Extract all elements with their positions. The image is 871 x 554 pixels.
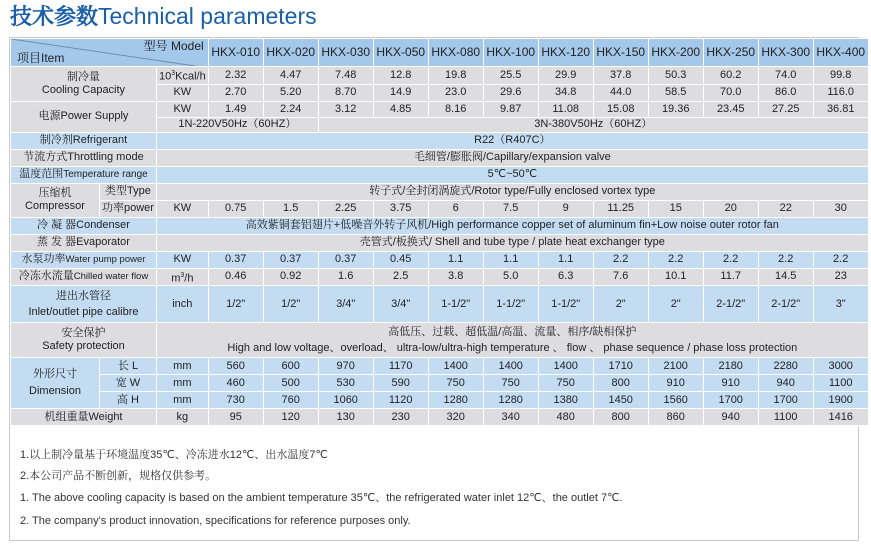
flow-value: 14.5: [758, 268, 813, 286]
model-header: HKX-400: [813, 39, 868, 67]
compressor-power-unit: KW: [156, 200, 208, 217]
cooling-kw: 44.0: [593, 84, 648, 101]
pump-value: 1.1: [428, 251, 483, 268]
dimension-label: [11, 358, 100, 409]
pipe-value: 2-1/2": [703, 286, 758, 323]
length-value: 1710: [593, 358, 648, 375]
compressor-power: 7.5: [483, 200, 538, 217]
power-value: 19.36: [648, 101, 703, 117]
width-unit: mm: [156, 375, 208, 392]
flow-value: 7.6: [593, 268, 648, 286]
height-value: 1700: [758, 392, 813, 409]
model-header: HKX-010: [208, 39, 263, 67]
height-value: 1280: [483, 392, 538, 409]
cooling-kcal: 60.2: [703, 67, 758, 85]
compressor-power-row: [11, 200, 869, 217]
cooling-kcal: 37.8: [593, 67, 648, 85]
weight-value: 340: [483, 409, 538, 426]
title-zh: 技术参数: [10, 4, 99, 29]
cooling-kw: 23.0: [428, 84, 483, 101]
power-value: 3.12: [318, 101, 373, 117]
cooling-unit-kcal: $10^3Kcal/h$: [156, 67, 208, 85]
height-value: 1900: [813, 392, 868, 409]
width-value: 910: [703, 375, 758, 392]
length-value: 1400: [538, 358, 593, 375]
note-2-en: 2. The company's product innovation, specifications for reference purposes only.: [20, 515, 411, 527]
pipe-row: [11, 286, 869, 323]
length-unit: mm: [156, 358, 208, 375]
power-value: 8.16: [428, 101, 483, 117]
pipe-value: 1-1/2": [483, 286, 538, 323]
pump-label: 水泵功率Water pump power: [11, 251, 157, 268]
throttling-label: 节流方式Throttling mode: [11, 149, 157, 166]
width-value: 1100: [813, 375, 868, 392]
width-value: 750: [483, 375, 538, 392]
power-label: 电源Power Supply: [11, 101, 157, 132]
model-header: HKX-300: [758, 39, 813, 67]
flow-value: 11.7: [703, 268, 758, 286]
pipe-value: 2": [648, 286, 703, 323]
power-value: 23.45: [703, 101, 758, 117]
flow-value: 2.5: [373, 268, 428, 286]
power-value: 2.24: [263, 101, 318, 117]
weight-value: 130: [318, 409, 373, 426]
pipe-value: 1/2": [208, 286, 263, 323]
cooling-kcal: 74.0: [758, 67, 813, 85]
model-header: HKX-100: [483, 39, 538, 67]
cooling-label-zh: 制冷量: [66, 70, 100, 83]
height-value: 1120: [373, 392, 428, 409]
power-value: 4.85: [373, 101, 428, 117]
compressor-type-row: [11, 183, 869, 200]
dim-length-row: [11, 358, 869, 375]
weight-value: 1416: [813, 409, 868, 426]
pump-value: 2.2: [758, 251, 813, 268]
pump-row: [11, 251, 869, 268]
weight-value: 480: [538, 409, 593, 426]
pipe-label-zh: 进出水管径: [55, 289, 111, 302]
height-value: 730: [208, 392, 263, 409]
pipe-value: 2-1/2": [758, 286, 813, 323]
cooling-kw: 14.9: [373, 84, 428, 101]
flow-value: 10.1: [648, 268, 703, 286]
flow-value: 5.0: [483, 268, 538, 286]
pump-unit: KW: [156, 251, 208, 268]
throttling-value: 毛细管/膨胀阀/Capillary/expansion valve: [156, 149, 868, 166]
header-corner: [11, 39, 209, 67]
note-1-zh: 1.以上制冷量基于环境温度35℃、冷冻进水12℃、出水温度7℃: [20, 449, 328, 461]
width-value: 460: [208, 375, 263, 392]
safety-value-en: High and low voltage、overload、 ultra-low/ultra-high temperature 、 flow 、 phase sequence / phase loss protection: [227, 341, 798, 354]
item-label: 项目Item: [17, 51, 65, 65]
power-value: 36.81: [813, 101, 868, 117]
pump-value: 2.2: [813, 251, 868, 268]
compressor-power: 11.25: [593, 200, 648, 217]
refrigerant-label: 制冷剂Refrigerant: [11, 132, 157, 149]
pipe-label: [11, 286, 157, 323]
cooling-kcal: 50.3: [648, 67, 703, 85]
height-label: 高 H: [100, 392, 157, 409]
weight-value: 800: [593, 409, 648, 426]
compressor-power: 2.25: [318, 200, 373, 217]
weight-value: 120: [263, 409, 318, 426]
pipe-value: 1-1/2": [538, 286, 593, 323]
width-value: 800: [593, 375, 648, 392]
model-header: HKX-120: [538, 39, 593, 67]
pump-value: 0.37: [318, 251, 373, 268]
weight-value: 320: [428, 409, 483, 426]
model-header: HKX-030: [318, 39, 373, 67]
evaporator-row: [11, 234, 869, 251]
title-en: Technical parameters: [98, 3, 317, 29]
cooling-kcal-row: [11, 67, 869, 85]
flow-value: 3.8: [428, 268, 483, 286]
cooling-kcal: 7.48: [318, 67, 373, 85]
length-value: 970: [318, 358, 373, 375]
compressor-label-en: Compressor: [25, 200, 85, 213]
flow-value: 0.92: [263, 268, 318, 286]
cooling-unit-kw: KW: [156, 84, 208, 101]
cooling-kcal: 19.8: [428, 67, 483, 85]
power-value: 11.08: [538, 101, 593, 117]
height-unit: mm: [156, 392, 208, 409]
height-value: 1700: [703, 392, 758, 409]
cooling-label-en: Cooling Capacity: [41, 83, 126, 96]
width-value: 750: [538, 375, 593, 392]
safety-label-en: Safety protection: [42, 340, 125, 353]
power-value: 15.08: [593, 101, 648, 117]
power-value: 9.87: [483, 101, 538, 117]
compressor-power: 0.75: [208, 200, 263, 217]
compressor-power: 22: [758, 200, 813, 217]
pump-value: 2.2: [593, 251, 648, 268]
condenser-value: 高效紫铜套铝翅片+低噪音外转子风机/High performance copper set of aluminum fin+Low noise outer rotor fan: [156, 217, 868, 234]
flow-label: 冷冻水流量Chilled water flow: [11, 268, 157, 286]
width-value: 530: [318, 375, 373, 392]
cooling-kw: 58.5: [648, 84, 703, 101]
pipe-value: 3": [813, 286, 868, 323]
compressor-label: [11, 183, 100, 217]
width-value: 910: [648, 375, 703, 392]
pipe-label-en: Inlet/outlet pipe calibre: [28, 305, 139, 318]
pipe-value: 1/2": [263, 286, 318, 323]
model-header: HKX-080: [428, 39, 483, 67]
power-row: [11, 101, 869, 117]
cooling-kw: 29.6: [483, 84, 538, 101]
compressor-type-value: 转子式/全封闭涡旋式/Rotor type/Fully enclosed vortex type: [156, 183, 868, 200]
refrigerant-value: R22（R407C）: [156, 132, 868, 149]
power-value: 1.49: [208, 101, 263, 117]
cooling-kw: 8.70: [318, 84, 373, 101]
cooling-label: [11, 67, 157, 102]
pipe-value: 3/4": [373, 286, 428, 323]
flow-value: 6.3: [538, 268, 593, 286]
flow-unit: $m^3/h$: [156, 268, 208, 286]
dimension-label-zh: 外形尺寸: [33, 368, 77, 381]
width-value: 500: [263, 375, 318, 392]
safety-label-zh: 安全保护: [61, 327, 106, 340]
pipe-unit: inch: [156, 286, 208, 323]
page-title: [10, 2, 317, 30]
pipe-value: 3/4": [318, 286, 373, 323]
compressor-power: 30: [813, 200, 868, 217]
length-value: 1170: [373, 358, 428, 375]
dim-width-row: [11, 375, 869, 392]
cooling-kcal: 25.5: [483, 67, 538, 85]
safety-value-zh: 高低压、过载、超低温/高温、流量、相序/缺相保护: [388, 325, 637, 338]
flow-value: 23: [813, 268, 868, 286]
cooling-kcal: 29.9: [538, 67, 593, 85]
compressor-power: 20: [703, 200, 758, 217]
compressor-power-label: 功率power: [100, 200, 157, 217]
cooling-kcal: 99.8: [813, 67, 868, 85]
power-supply-3n: 3N-380V50Hz（60HZ）: [318, 117, 868, 132]
power-supply-1n: 1N-220V50Hz（60HZ）: [156, 117, 318, 132]
pipe-value: 2": [593, 286, 648, 323]
evaporator-value: 壳管式/板换式/ Shell and tube type / plate heat exchanger type: [156, 234, 868, 251]
weight-row: [11, 409, 869, 426]
length-value: 1400: [428, 358, 483, 375]
weight-label: 机组重量Weight: [11, 409, 157, 426]
pump-value: 0.45: [373, 251, 428, 268]
compressor-power: 3.75: [373, 200, 428, 217]
weight-unit: kg: [156, 409, 208, 426]
header-row: [11, 39, 869, 67]
cooling-kw: 34.8: [538, 84, 593, 101]
pump-value: 2.2: [703, 251, 758, 268]
model-label: 型号 Model: [143, 39, 204, 53]
dimension-label-en: Dimension: [29, 385, 81, 398]
safety-value: [156, 323, 868, 358]
pump-value: 2.2: [648, 251, 703, 268]
safety-label: [11, 323, 157, 358]
length-value: 1400: [483, 358, 538, 375]
compressor-power: 15: [648, 200, 703, 217]
length-label: 长 L: [100, 358, 157, 375]
height-value: 1060: [318, 392, 373, 409]
safety-row: [11, 323, 869, 358]
weight-value: 1100: [758, 409, 813, 426]
pump-value: 1.1: [483, 251, 538, 268]
flow-row: [11, 268, 869, 286]
height-value: 1560: [648, 392, 703, 409]
length-value: 2180: [703, 358, 758, 375]
condenser-row: [11, 217, 869, 234]
cooling-kcal: 2.32: [208, 67, 263, 85]
power-value: 27.25: [758, 101, 813, 117]
condenser-label: 冷 凝 器Condenser: [11, 217, 157, 234]
throttling-row: [11, 149, 869, 166]
cooling-kw: 86.0: [758, 84, 813, 101]
weight-value: 940: [703, 409, 758, 426]
compressor-power: 6: [428, 200, 483, 217]
spec-table: [10, 38, 869, 426]
width-label: 宽 W: [100, 375, 157, 392]
temp-range-row: [11, 166, 869, 183]
flow-value: 1.6: [318, 268, 373, 286]
compressor-type-label: 类型Type: [100, 183, 157, 200]
compressor-power: 9: [538, 200, 593, 217]
temp-range-value: 5℃~50℃: [156, 166, 868, 183]
refrigerant-row: [11, 132, 869, 149]
weight-value: 860: [648, 409, 703, 426]
cooling-kcal: 4.47: [263, 67, 318, 85]
cooling-kw: 70.0: [703, 84, 758, 101]
note-1-en: 1. The above cooling capacity is based on the ambient temperature 35℃、the refrigerated water inlet 12℃、the outlet 7℃.: [20, 492, 623, 504]
height-value: 760: [263, 392, 318, 409]
pump-value: 0.37: [208, 251, 263, 268]
length-value: 560: [208, 358, 263, 375]
height-value: 1380: [538, 392, 593, 409]
cooling-kw: 2.70: [208, 84, 263, 101]
weight-value: 95: [208, 409, 263, 426]
power-unit: KW: [156, 101, 208, 117]
compressor-label-zh: 压缩机: [38, 187, 72, 200]
height-value: 1450: [593, 392, 648, 409]
evaporator-label: 蒸 发 器Evaporator: [11, 234, 157, 251]
width-value: 750: [428, 375, 483, 392]
temp-range-label: 温度范围Temperature range: [11, 166, 157, 183]
model-header: HKX-200: [648, 39, 703, 67]
width-value: 940: [758, 375, 813, 392]
width-value: 590: [373, 375, 428, 392]
pump-value: 1.1: [538, 251, 593, 268]
length-value: 2100: [648, 358, 703, 375]
length-value: 600: [263, 358, 318, 375]
model-header: HKX-020: [263, 39, 318, 67]
flow-value: 0.46: [208, 268, 263, 286]
model-header: HKX-050: [373, 39, 428, 67]
height-value: 1280: [428, 392, 483, 409]
length-value: 3000: [813, 358, 868, 375]
cooling-kw: 116.0: [813, 84, 868, 101]
weight-value: 230: [373, 409, 428, 426]
compressor-power: 1.5: [263, 200, 318, 217]
cooling-kcal: 12.8: [373, 67, 428, 85]
pipe-value: 1-1/2": [428, 286, 483, 323]
cooling-kw: 5.20: [263, 84, 318, 101]
pump-value: 0.37: [263, 251, 318, 268]
dim-height-row: [11, 392, 869, 409]
note-2-zh: 2.本公司产品不断创新，规格仅供参考。: [20, 470, 217, 482]
length-value: 2280: [758, 358, 813, 375]
model-header: HKX-150: [593, 39, 648, 67]
model-header: HKX-250: [703, 39, 758, 67]
